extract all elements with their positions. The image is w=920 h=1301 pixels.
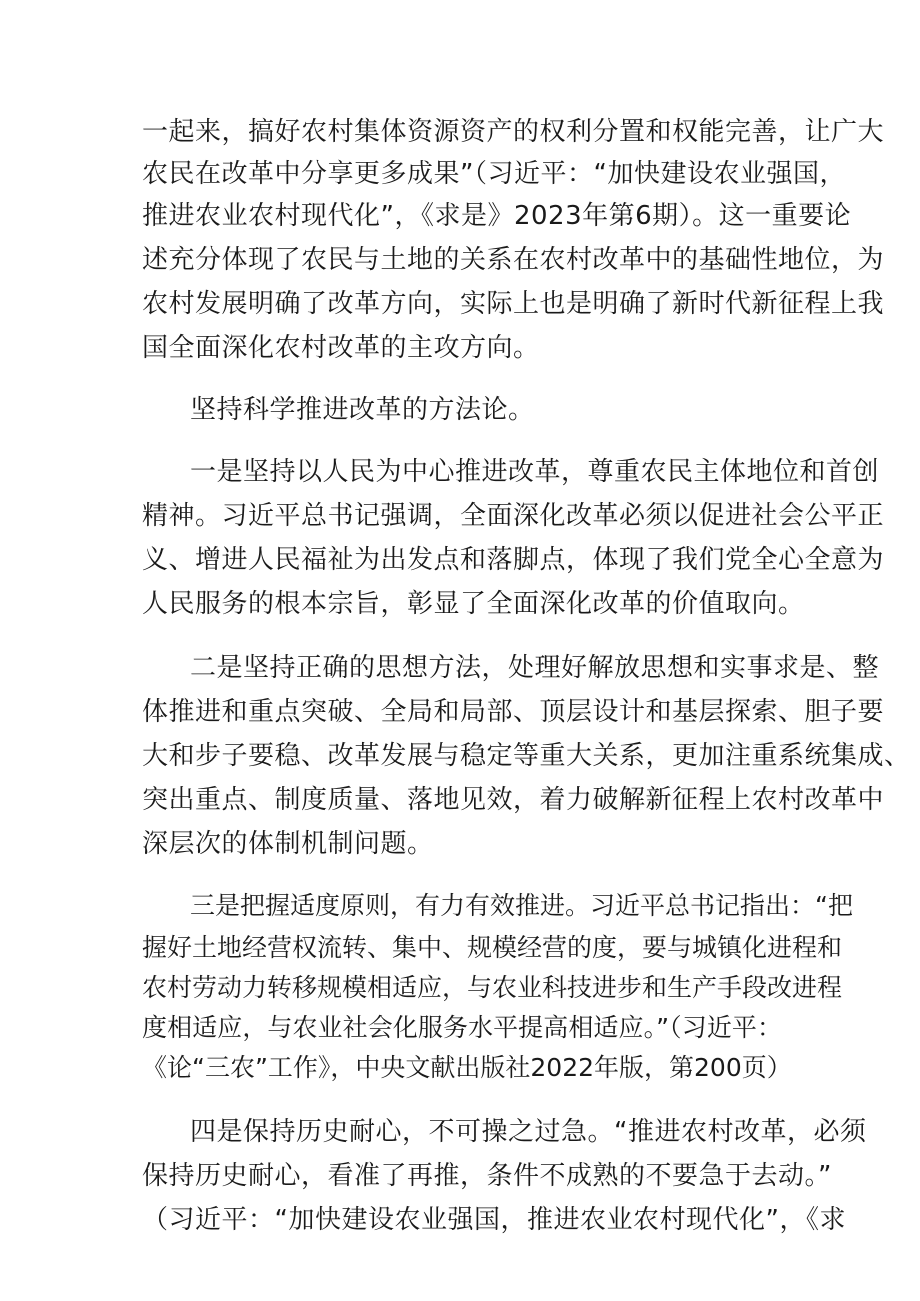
paragraph-1-line-6: 国全面深化农村改革的主攻方向。	[142, 333, 540, 363]
paragraph-3-line-1: 一是坚持以人民为中心推进改革，尊重农民主体地位和首创	[190, 457, 880, 487]
paragraph-1-line-4: 述充分体现了农民与土地的关系在农村改革中的基础性地位，为	[142, 245, 885, 275]
paragraph-1-line-5: 农村发展明确了改革方向，实际上也是明确了新时代新征程上我	[142, 289, 885, 319]
paragraph-3-line-3: 义、增进人民福祉为出发点和落脚点，体现了我们党全心全意为	[142, 545, 885, 575]
paragraph-5-line-5: 《论“三农”工作》，中央文献出版社2022年版，第200页）	[142, 1053, 792, 1082]
section-heading-methodology: 坚持科学推进改革的方法论。	[190, 395, 535, 425]
paragraph-3-line-4: 人民服务的根本宗旨，彰显了全面深化改革的价值取向。	[142, 589, 805, 619]
paragraph-4-line-2: 体推进和重点突破、全局和局部、顶层设计和基层探索、胆子要	[142, 697, 885, 727]
paragraph-4-line-1: 二是坚持正确的思想方法，处理好解放思想和实事求是、整	[190, 653, 880, 683]
paragraph-1-line-1: 一起来，搞好农村集体资源资产的权利分置和权能完善，让广大	[142, 117, 885, 147]
paragraph-5-line-2: 握好土地经营权流转、集中、规模经营的度，要与城镇化进程和	[142, 933, 843, 962]
paragraph-6-line-1: 四是保持历史耐心，不可操之过急。“推进农村改革，必须	[190, 1117, 867, 1147]
paragraph-1-line-3: 推进农业农村现代化”，《求是》2023年第6期）。这一重要论	[142, 201, 852, 231]
paragraph-5-line-3: 农村劳动力转移规模相适应，与农业科技进步和生产手段改进程	[142, 973, 843, 1002]
paragraph-4-line-4: 突出重点、制度质量、落地见效，着力破解新征程上农村改革中	[142, 785, 885, 815]
paragraph-4-line-3: 大和步子要稳、改革发展与稳定等重大关系，更加注重系统集成、	[142, 741, 911, 771]
paragraph-1-line-2: 农民在改革中分享更多成果”（习近平：“加快建设农业强国，	[142, 159, 846, 189]
paragraph-3-line-2: 精神。习近平总书记强调，全面深化改革必须以促进社会公平正	[142, 501, 885, 531]
paragraph-5-line-4: 度相适应，与农业社会化服务水平提高相适应。”（习近平：	[142, 1013, 782, 1042]
paragraph-5-line-1: 三是把握适度原则，有力有效推进。习近平总书记指出：“把	[190, 891, 853, 920]
paragraph-6-line-2: 保持历史耐心，看准了再推，条件不成熟的不要急于去动。”	[142, 1161, 832, 1191]
paragraph-6-line-3: （习近平：“加快建设农业强国，推进农业农村现代化”，《求	[142, 1205, 846, 1235]
paragraph-4-line-5: 深层次的体制机制问题。	[142, 829, 434, 859]
